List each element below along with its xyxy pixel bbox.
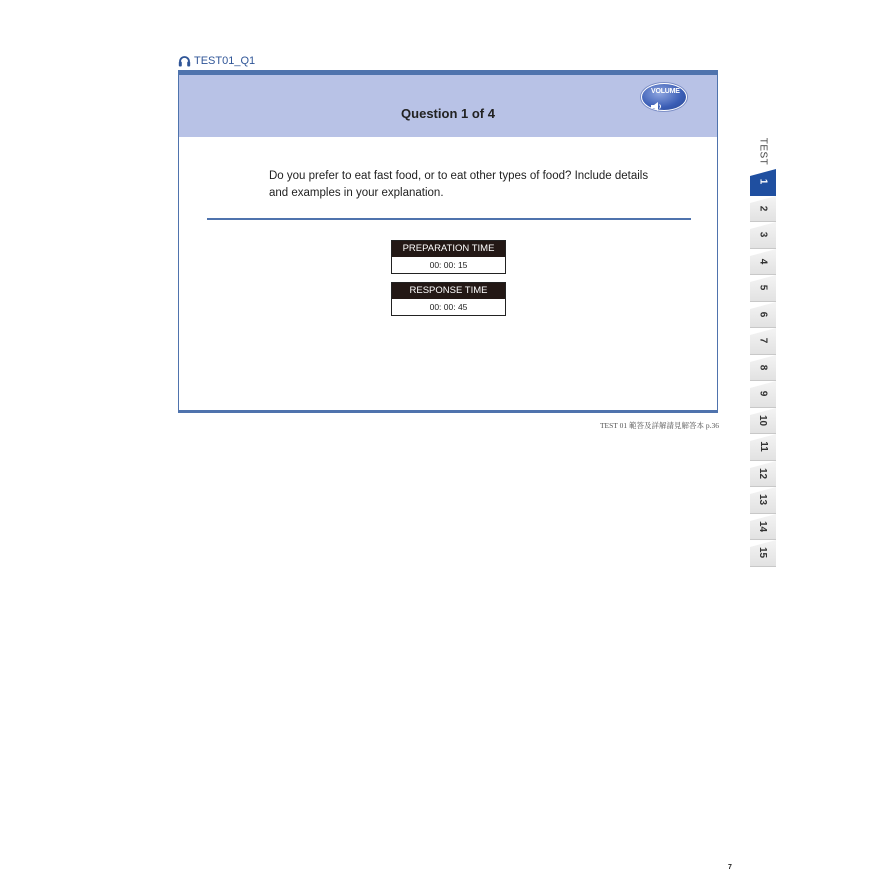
test-tab-label: 1 [757,178,769,185]
track-name: TEST01_Q1 [194,55,256,67]
test-tab-label: 12 [757,467,769,479]
test-tab[interactable] [750,540,776,567]
test-tab-label: 10 [757,414,769,426]
question-panel [178,70,718,413]
answer-reference-caption: TEST 01 範答及詳解請見解答本 p.36 [599,421,719,430]
test-tab-label: 8 [757,364,769,371]
test-tab-label: 14 [757,520,769,532]
test-tab[interactable] [750,302,776,329]
test-tab-label: 15 [757,547,769,559]
test-tab-label: 13 [757,494,769,506]
volume-label: VOLUME [651,88,680,95]
test-tab-label: 11 [757,441,769,453]
test-tab-label: 6 [757,311,769,318]
response-time-label: RESPONSE TIME [392,283,505,299]
track-label[interactable] [178,53,255,69]
test-tab[interactable] [750,328,776,355]
test-tab[interactable] [750,355,776,382]
question-text: Do you prefer to eat fast food, or to eat other types of food? Include details and examples in your explanation. [269,170,649,199]
test-tabs [750,134,776,567]
test-tab[interactable] [750,514,776,541]
test-tab[interactable] [750,275,776,302]
test-tab-label: 5 [757,284,769,291]
test-tab[interactable] [750,249,776,276]
test-tab[interactable] [750,487,776,514]
speaker-icon [651,98,663,116]
divider [207,218,691,220]
preparation-timer [391,240,506,274]
response-time-value: 00: 00: 45 [392,299,505,315]
test-tab-label: 2 [757,205,769,212]
question-counter: Question 1 of 4 [401,106,495,121]
page-number: 7 [728,864,732,871]
test-tab[interactable] [750,169,776,196]
test-tab[interactable] [750,408,776,435]
test-tab-label: 9 [757,390,769,397]
question-header [179,75,717,137]
test-tab[interactable] [750,461,776,488]
test-tab[interactable] [750,222,776,249]
tabs-heading-label: TEST [757,137,769,166]
test-tab[interactable] [750,434,776,461]
test-tab[interactable] [750,196,776,223]
headphones-icon [178,55,191,67]
test-tab-label: 3 [757,231,769,238]
preparation-time-value: 00: 00: 15 [392,257,505,273]
response-timer [391,282,506,316]
volume-button[interactable] [641,83,687,111]
preparation-time-label: PREPARATION TIME [392,241,505,257]
test-tab-label: 7 [757,337,769,344]
tabs-heading [750,134,776,169]
test-tab-label: 4 [757,258,769,265]
test-tab[interactable] [750,381,776,408]
